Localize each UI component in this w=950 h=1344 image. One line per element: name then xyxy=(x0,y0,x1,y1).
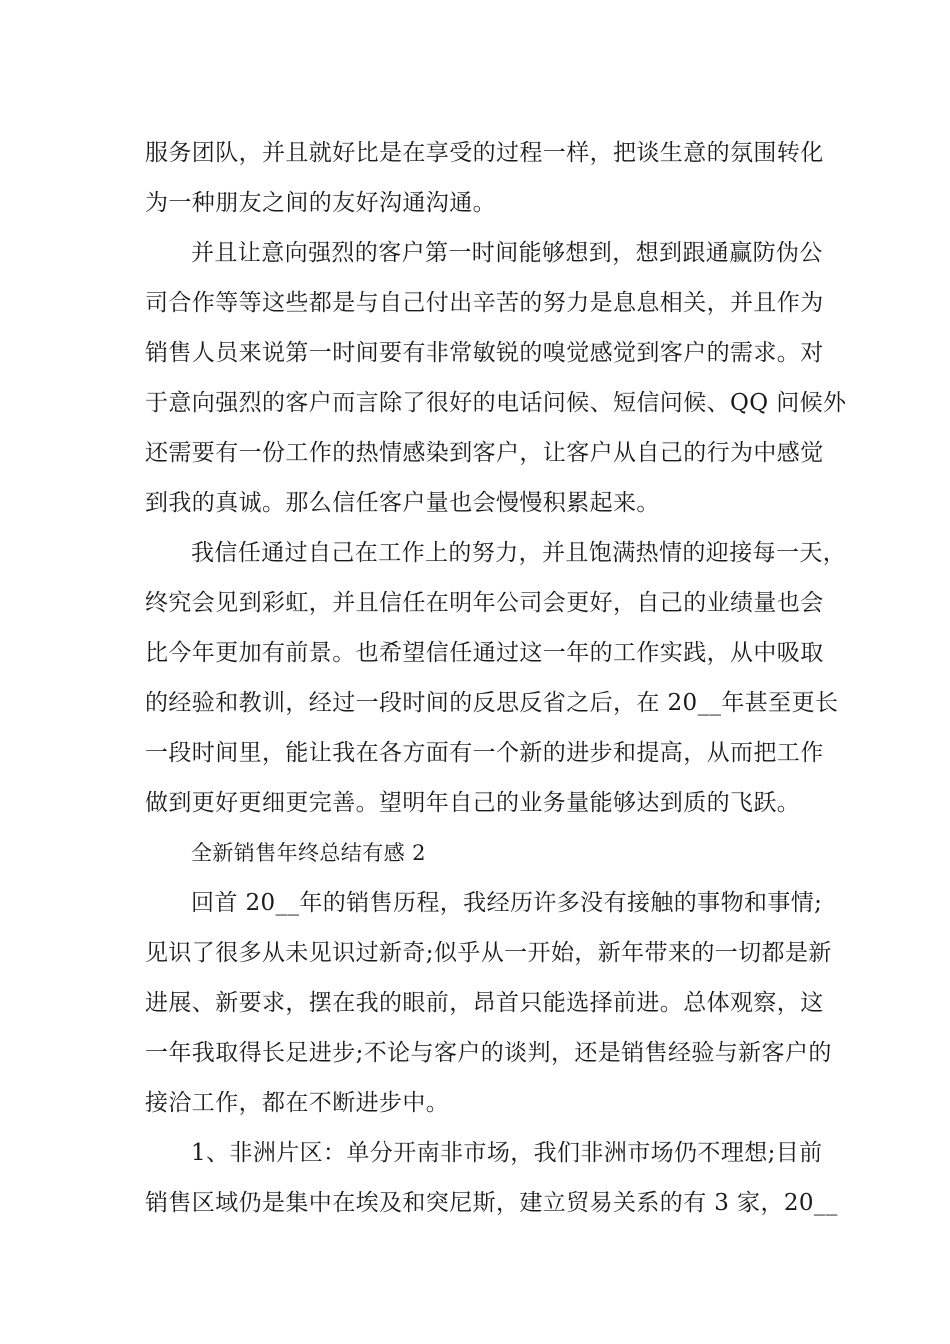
paragraph-line: 一年我取得长足进步;不论与客户的谈判，还是销售经验与新客户的 xyxy=(145,1040,832,1066)
paragraph-line: 到我的真诚。那么信任客户量也会慢慢积累起来。 xyxy=(145,490,660,516)
paragraph-line: 还需要有一份工作的热情感染到客户，让客户从自己的行为中感觉 xyxy=(145,440,824,466)
paragraph-line: 做到更好更细更完善。望明年自己的业务量能够达到质的飞跃。 xyxy=(145,790,801,816)
paragraph-line: 比今年更加有前景。也希望信任通过这一年的工作实践，从中吸取 xyxy=(145,640,824,666)
paragraph-line: 服务团队，并且就好比是在享受的过程一样，把谈生意的氛围转化 xyxy=(145,140,824,166)
paragraph xyxy=(145,878,832,1128)
paragraph-line: 终究会见到彩虹，并且信任在明年公司会更好，自己的业绩量也会 xyxy=(145,590,824,616)
paragraph-line: 一段时间里，能让我在各方面有一个新的进步和提高，从而把工作 xyxy=(145,740,824,766)
paragraph-line: 见识了很多从未见识过新奇;似乎从一开始，新年带来的一切都是新 xyxy=(145,940,832,966)
paragraph-line: 为一种朋友之间的友好沟通沟通。 xyxy=(145,190,496,216)
heading-text: 全新销售年终总结有感 2 xyxy=(191,841,426,865)
paragraph-line: 我信任通过自己在工作上的努力，并且饱满热情的迎接每一天， xyxy=(191,540,847,566)
paragraph-line: 于意向强烈的客户而言除了很好的电话问候、短信问候、QQ 问候外 xyxy=(145,390,847,416)
paragraph-line: 1、非洲片区：单分开南非市场，我们非洲市场仍不理想;目前 xyxy=(191,1140,823,1166)
paragraph-line: 销售人员来说第一时间要有非常敏锐的嗅觉感觉到客户的需求。对 xyxy=(145,340,824,366)
paragraph-line: 接洽工作，都在不断进步中。 xyxy=(145,1090,450,1116)
paragraph-line: 司合作等等这些都是与自己付出辛苦的努力是息息相关，并且作为 xyxy=(145,290,824,316)
document-page xyxy=(145,128,847,1228)
paragraph xyxy=(145,1128,838,1228)
paragraph xyxy=(145,528,847,828)
paragraph-line: 回首 20__年的销售历程，我经历许多没有接触的事物和事情; xyxy=(191,890,823,916)
paragraph xyxy=(145,128,824,228)
paragraph-line: 的经验和教训，经过一段时间的反思反省之后，在 20__年甚至更长 xyxy=(145,690,839,716)
paragraph xyxy=(145,228,847,528)
paragraph-line: 并且让意向强烈的客户第一时间能够想到，想到跟通赢防伪公 xyxy=(191,240,823,266)
paragraph-line: 进展、新要求，摆在我的眼前，昂首只能选择前进。总体观察，这 xyxy=(145,990,824,1016)
paragraph-line: 销售区域仍是集中在埃及和突尼斯，建立贸易关系的有 3 家，20__ xyxy=(145,1190,838,1216)
section-heading xyxy=(145,828,810,878)
